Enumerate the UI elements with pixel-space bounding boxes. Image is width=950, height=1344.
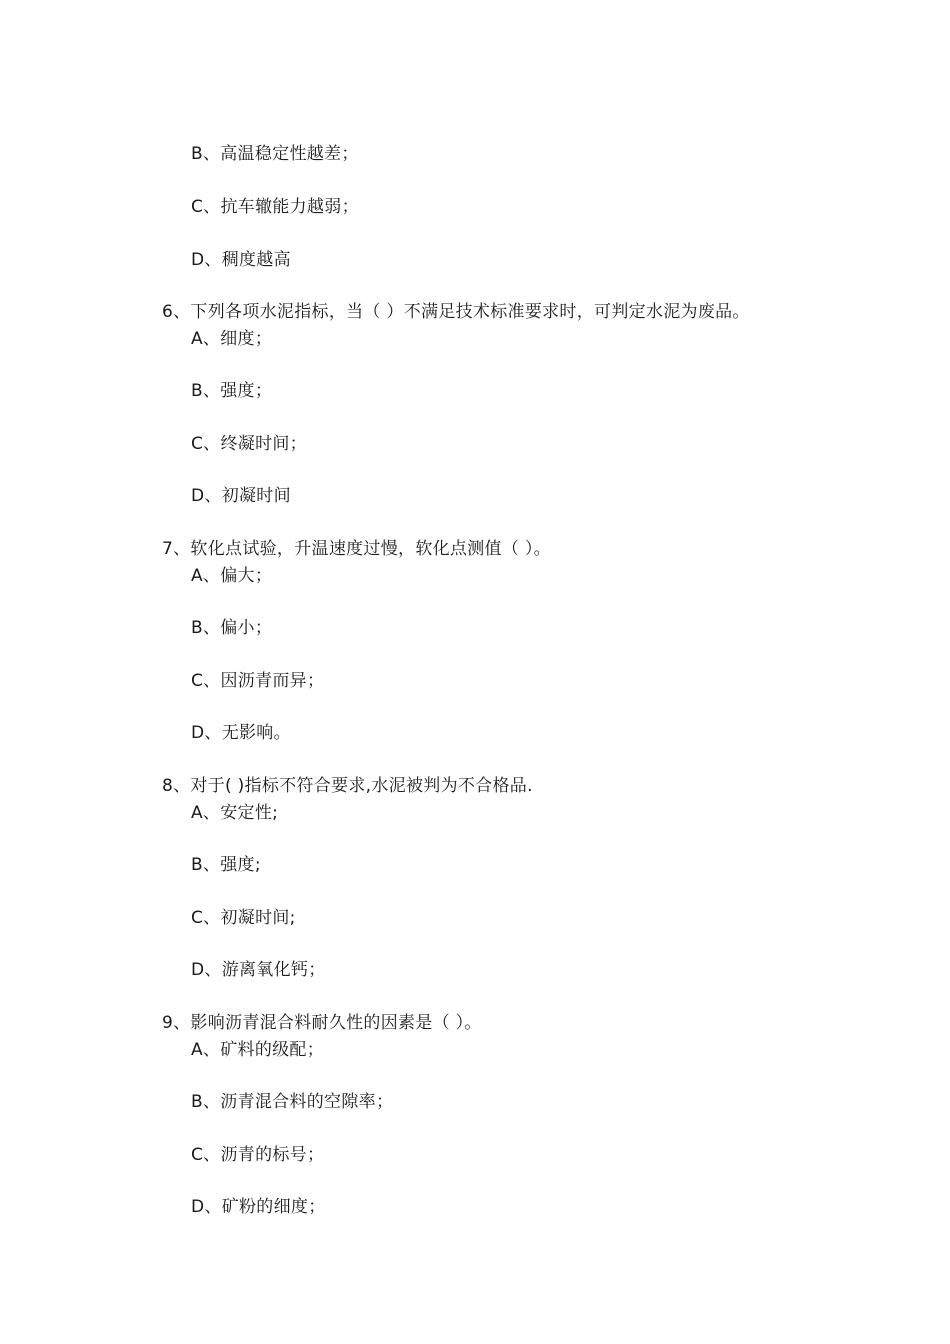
question-9-option-d: D、矿粉的细度； [191, 1197, 326, 1217]
question-9-option-c: C、沥青的标号； [191, 1145, 325, 1165]
question-7-option-b: B、偏小； [191, 618, 273, 638]
question-8-option-d: D、游离氧化钙； [191, 960, 326, 980]
question-8-option-a: A、安定性; [191, 803, 279, 823]
question-6-option-b: B、强度； [191, 381, 273, 401]
question-6-option-d: D、初凝时间 [191, 486, 291, 506]
question-6-option-c: C、终凝时间； [191, 434, 307, 454]
question-9-option-a: A、矿料的级配； [191, 1040, 325, 1060]
option-d: D、稠度越高 [191, 250, 291, 270]
question-8-option-c: C、初凝时间; [191, 908, 296, 928]
question-7-option-a: A、偏大； [191, 566, 273, 586]
question-6-option-a: A、细度； [191, 329, 273, 349]
question-8-stem: 8、对于( )指标不符合要求,水泥被判为不合格品. [162, 776, 533, 796]
option-c: C、抗车辙能力越弱； [191, 197, 359, 217]
question-9-option-b: B、沥青混合料的空隙率； [191, 1092, 394, 1112]
question-8-option-b: B、强度; [191, 855, 261, 875]
question-7-stem: 7、软化点试验，升温速度过慢，软化点测值（ ）。 [162, 539, 551, 559]
question-7-option-c: C、因沥青而异； [191, 671, 325, 691]
option-b: B、高温稳定性越差； [191, 144, 359, 164]
question-6-stem: 6、下列各项水泥指标，当（ ）不满足技术标准要求时，可判定水泥为废品。 [162, 302, 750, 322]
question-7-option-d: D、无影响。 [191, 723, 291, 743]
question-9-stem: 9、影响沥青混合料耐久性的因素是（ ）。 [162, 1013, 482, 1033]
